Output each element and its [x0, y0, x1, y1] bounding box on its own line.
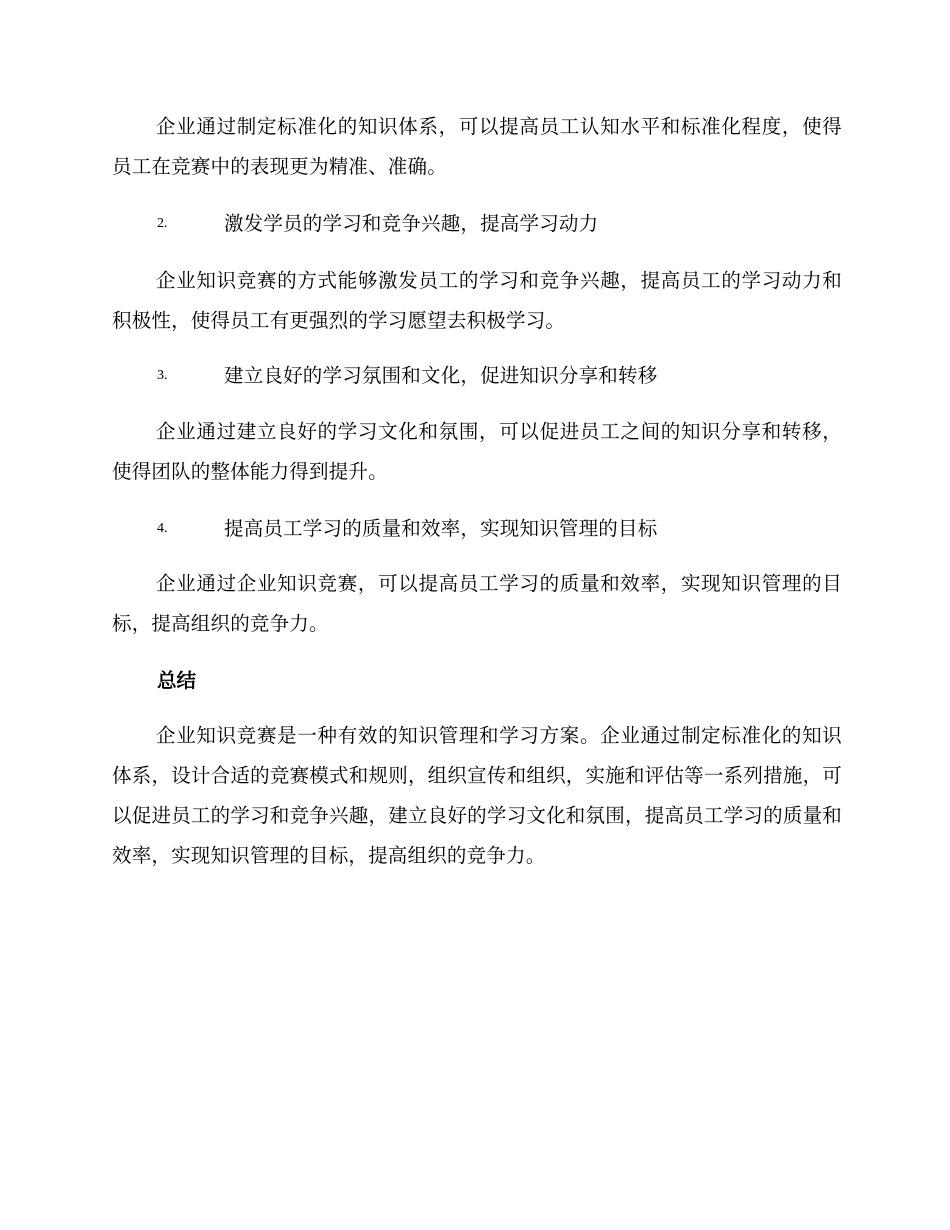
body-paragraph: 企业通过建立良好的学习文化和氛围，可以促进员工之间的知识分享和转移，使得团队的整体能力得到提升。 — [112, 420, 842, 483]
list-item-heading: 建立良好的学习氛围和文化，促进知识分享和转移 — [224, 364, 658, 387]
list-item-heading: 提高员工学习的质量和效率，实现知识管理的目标 — [224, 517, 658, 540]
list-item-heading: 激发学员的学习和竞争兴趣，提高学习动力 — [224, 212, 599, 235]
body-paragraph: 企业知识竞赛的方式能够激发员工的学习和竞争兴趣，提高员工的学习动力和积极性，使得员工有更强烈的学习愿望去积极学习。 — [112, 269, 842, 332]
body-paragraph: 企业通过企业知识竞赛，可以提高员工学习的质量和效率，实现知识管理的目标，提高组织的竞争力。 — [112, 572, 842, 635]
summary-paragraph: 企业知识竞赛是一种有效的知识管理和学习方案。企业通过制定标准化的知识体系，设计合适的竞赛模式和规则，组织宣传和组织，实施和评估等一系列措施，可以促进员工的学习和竞争兴趣，建立良好的学习文化和氛围，提高员工学习的质量和效率，实现知识管理的目标，提高组织的竞争力。 — [112, 724, 842, 867]
list-number: 3. — [157, 368, 168, 383]
summary-heading: 总结 — [157, 669, 197, 692]
body-paragraph: 企业通过制定标准化的知识体系，可以提高员工认知水平和标准化程度，使得员工在竞赛中的表现更为精准、准确。 — [112, 115, 842, 178]
list-number: 2. — [157, 216, 168, 231]
list-number: 4. — [157, 521, 168, 536]
